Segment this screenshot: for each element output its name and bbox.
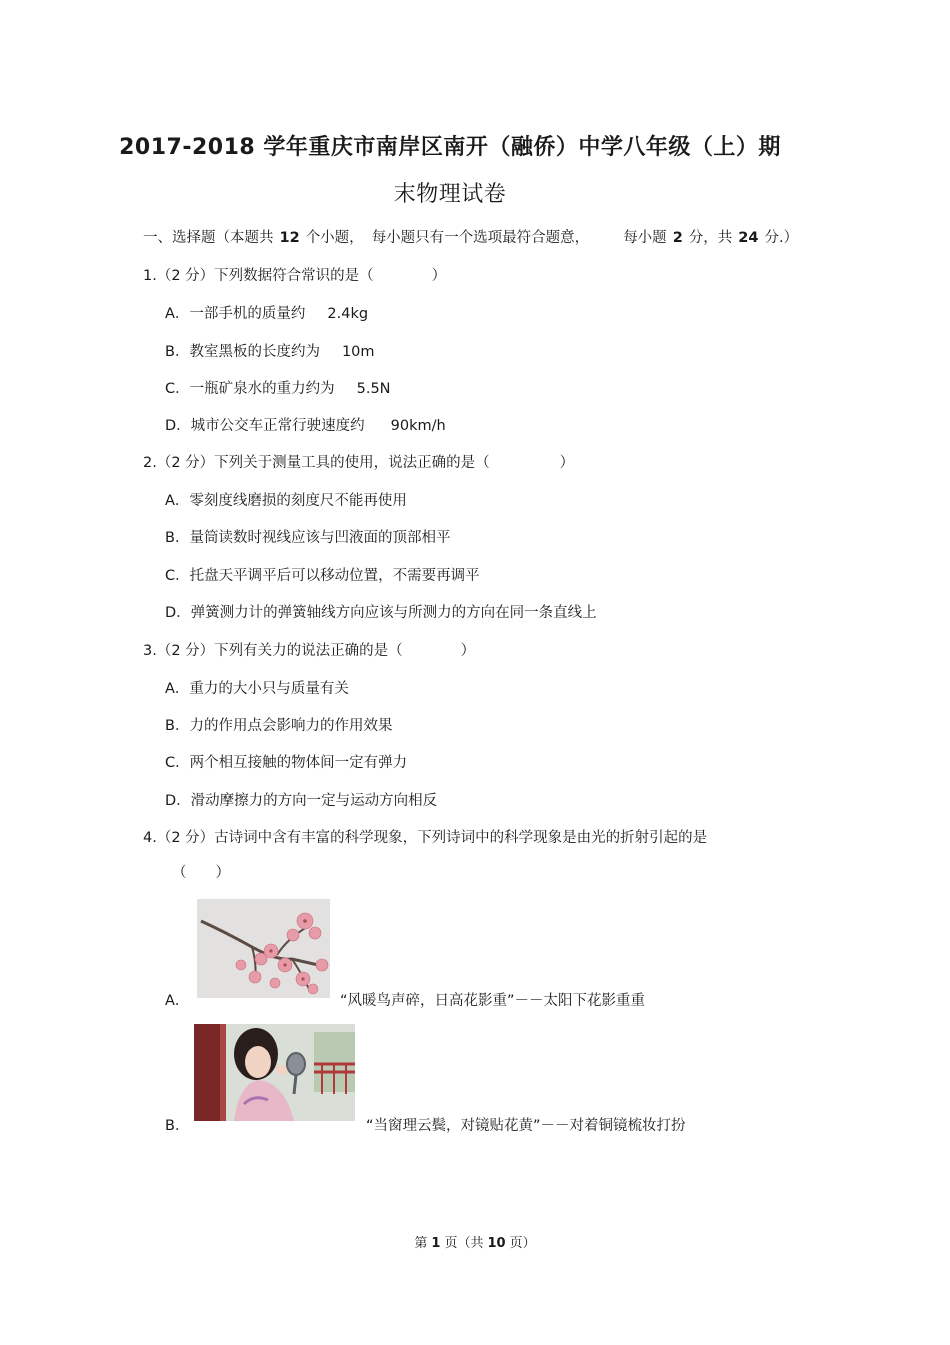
question-2-option-a: A．零刻度线磨损的刻度尺不能再使用 — [165, 493, 407, 509]
page-title-line2: 末物理试卷 — [393, 182, 507, 207]
question-4-option-a-text: “风暖鸟声碎，日高花影重”－－太阳下花影重重 — [340, 993, 646, 1009]
page-title-line1: 2017-2018 学年重庆市南岸区南开（融侨）中学八年级（上）期 — [119, 135, 781, 160]
question-2-option-d: D．弹簧测力计的弹簧轴线方向应该与所测力的方向在同一条直线上 — [165, 605, 597, 621]
question-4-option-b-label: B． — [165, 1118, 190, 1134]
question-3-option-d: D．滑动摩擦力的方向一定与运动方向相反 — [165, 793, 438, 809]
question-3-option-a: A．重力的大小只与质量有关 — [165, 681, 349, 697]
question-1-option-a: A．一部手机的质量约 2.4kg — [165, 306, 369, 322]
woman-mirror-photo — [194, 1024, 355, 1121]
question-4-option-a-label: A． — [165, 993, 190, 1009]
question-1-option-d: D．城市公交车正常行驶速度约 90km/h — [165, 418, 446, 434]
question-1-option-c: C．一瓶矿泉水的重力约为 5.5N — [165, 381, 391, 397]
question-3-option-c: C．两个相互接触的物体间一定有弹力 — [165, 755, 408, 771]
section-heading: 一、选择题（本题共 12 个小题， 每小题只有一个选项最符合题意， 每小题 2 分，共 24 分.） — [143, 230, 799, 246]
question-4-blank: （ ） — [172, 865, 230, 881]
question-2-option-c: C．托盘天平调平后可以移动位置，不需要再调平 — [165, 568, 480, 584]
peach-blossom-photo — [197, 899, 330, 998]
question-2-option-b: B．量筒读数时视线应该与凹液面的顶部相平 — [165, 530, 451, 546]
question-1-option-b: B．教室黑板的长度约为 10m — [165, 344, 375, 360]
question-1-stem: 1.（2 分）下列数据符合常识的是（ ） — [143, 268, 447, 284]
question-4-stem: 4.（2 分）古诗词中含有丰富的科学现象，下列诗词中的科学现象是由光的折射引起的是 — [143, 830, 708, 846]
question-3-option-b: B．力的作用点会影响力的作用效果 — [165, 718, 393, 734]
question-3-stem: 3.（2 分）下列有关力的说法正确的是（ ） — [143, 643, 476, 659]
question-2-stem: 2.（2 分）下列关于测量工具的使用，说法正确的是（ ） — [143, 455, 575, 471]
page-footer: 第 1 页（共 10 页） — [414, 1236, 536, 1251]
question-4-option-b-text: “当窗理云鬓，对镜贴花黄”－－对着铜镜梳妆打扮 — [366, 1118, 686, 1134]
